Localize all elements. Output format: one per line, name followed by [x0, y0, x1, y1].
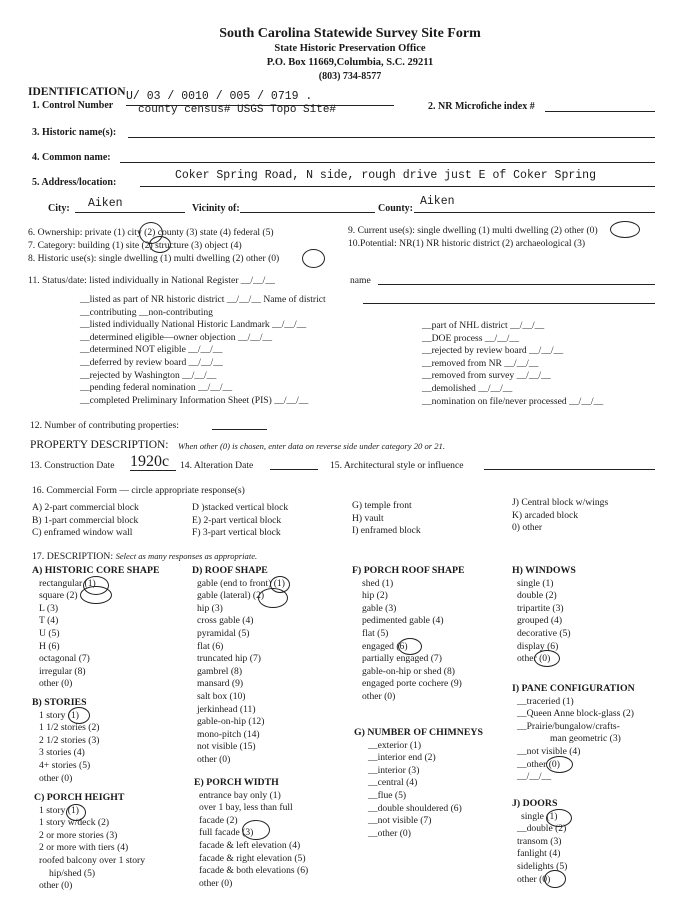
core-option[interactable]: T (4) [39, 615, 59, 627]
porch-width-option[interactable]: full facade (3) [199, 827, 254, 839]
porch-roof-shape-title: F) PORCH ROOF SHAPE [352, 565, 465, 576]
alteration-date-label: 14. Alteration Date [180, 460, 254, 471]
chimneys-group [354, 727, 483, 840]
porch-width-option[interactable]: facade & both elevations (6) [199, 865, 309, 877]
status-option[interactable]: __pending federal nomination __/__/__ [80, 382, 233, 394]
status-option[interactable]: __DOE process __/__/__ [422, 332, 519, 344]
windows-title: H) WINDOWS [512, 565, 576, 576]
roof-option[interactable]: salt box (10) [197, 690, 246, 702]
roof-option[interactable]: jerkinhead (11) [197, 703, 256, 715]
window-option[interactable]: other (0) [517, 653, 551, 665]
form-title: South Carolina Statewide Survey Site Form [219, 26, 481, 41]
stories-option[interactable]: 1 story (1) [39, 709, 79, 721]
door-option[interactable]: single (1) [521, 810, 558, 822]
commercial-column [512, 497, 608, 535]
window-option[interactable]: tripartite (3) [517, 602, 564, 614]
handwritten-circle-icon [302, 249, 325, 268]
handwritten-circle-icon [80, 586, 112, 604]
construction-date-value[interactable]: 1920c [130, 453, 170, 470]
porch-width-option[interactable]: facade (2) [199, 814, 238, 826]
roof-option[interactable]: gable (lateral) (2) [197, 590, 265, 602]
stories-option[interactable]: 1 1/2 stories (2) [39, 722, 100, 734]
status-option[interactable]: __deferred by review board __/__/__ [80, 356, 223, 368]
handwritten-circle-icon [258, 588, 288, 608]
roof-option[interactable]: pyramidal (5) [197, 627, 250, 639]
porch-height-option[interactable]: 2 or more with tiers (4) [39, 842, 129, 854]
pane-option[interactable]: __other (0) [517, 758, 560, 770]
chimney-option[interactable]: __other (0) [368, 827, 411, 839]
porch-roof-option[interactable]: engaged porte cochere (9) [362, 678, 462, 690]
status-name-line[interactable] [378, 284, 655, 285]
county-label: County: [378, 203, 414, 214]
chimney-option[interactable]: __flue (5) [368, 789, 407, 801]
vicinity-label: Vicinity of: [192, 203, 240, 214]
common-name-label: 4. Common name: [32, 152, 111, 163]
status-option[interactable]: __determined eligible—owner objection __/__/__ [80, 331, 273, 343]
core-option[interactable]: other (0) [39, 678, 73, 690]
property-description-heading: PROPERTY DESCRIPTION: [30, 439, 169, 451]
stories-group [32, 697, 100, 785]
roof-option[interactable]: mansard (9) [197, 678, 244, 690]
window-option[interactable]: display (6) [517, 640, 559, 652]
pane-option[interactable]: __Queen Anne block-glass (2) [517, 708, 634, 720]
window-option[interactable]: grouped (4) [517, 615, 563, 627]
door-option[interactable]: __double (2) [517, 823, 567, 835]
description-note: Select as many responses as appropriate. [115, 551, 258, 561]
window-option[interactable]: double (2) [517, 590, 557, 602]
identification-heading: IDENTIFICATION [28, 86, 126, 98]
porch-roof-option[interactable]: engaged (6) [362, 640, 408, 652]
construction-date-line [130, 470, 176, 471]
control-number-label: 1. Control Number [32, 100, 114, 111]
status-option[interactable]: __determined NOT eligible __/__/__ [80, 344, 223, 356]
status-option[interactable]: __listed as part of NR historic district __/__/__ Name of district [80, 294, 326, 305]
porch-height-option[interactable]: hip/shed (5) [49, 867, 96, 879]
commercial-option[interactable]: E) 2-part vertical block [192, 514, 282, 526]
status-option[interactable]: __completed Preliminary Information Sheet (PIS) __/__/__ [80, 394, 309, 406]
chimneys-title: G) NUMBER OF CHIMNEYS [354, 727, 483, 738]
pane-option[interactable]: __Prairie/bungalow/crafts- [517, 720, 620, 732]
stories-option[interactable]: 2 1/2 stories (3) [39, 734, 100, 746]
porch-height-option[interactable]: 1 story w/deck (2) [39, 817, 110, 829]
roof-option[interactable]: mono-pitch (14) [197, 728, 260, 740]
status-option[interactable]: __contributing __non-contributing [80, 306, 213, 318]
commercial-column [352, 500, 421, 538]
status-right-list [422, 320, 603, 408]
stories-option[interactable]: 4+ stories (5) [39, 759, 91, 771]
handwritten-circle-icon [66, 804, 86, 821]
status-option[interactable]: __nomination on file/never processed __/__/__ [422, 395, 604, 407]
porch-roof-option[interactable]: shed (1) [362, 577, 394, 589]
status-option[interactable]: __demolished __/__/__ [422, 382, 513, 394]
chimney-option[interactable]: __exterior (1) [368, 739, 422, 751]
handwritten-circle-icon [544, 870, 566, 888]
roof-option[interactable]: truncated hip (7) [197, 653, 261, 665]
doors-title: J) DOORS [512, 798, 558, 809]
commercial-option[interactable]: J) Central block w/wings [512, 497, 609, 508]
stories-option[interactable]: 3 stories (4) [39, 747, 85, 759]
porch-width-option[interactable]: facade & right elevation (5) [199, 852, 306, 864]
porch-width-option[interactable]: facade & left elevation (4) [199, 839, 301, 851]
chimney-option[interactable]: __interior end (2) [368, 752, 436, 764]
commercial-column [192, 502, 288, 540]
roof-option[interactable]: gambrel (8) [197, 665, 243, 677]
stories-title: B) STORIES [32, 697, 87, 708]
control-number-sub: county census# USGS Topo Site# [138, 104, 337, 116]
door-option[interactable]: transom (3) [517, 835, 562, 847]
porch-roof-shape-group [352, 565, 465, 704]
pane-option[interactable]: __traceried (1) [517, 695, 574, 707]
core-option[interactable]: square (2) [39, 590, 78, 602]
porch-roof-option[interactable]: partially engaged (7) [362, 653, 442, 665]
common-name-line[interactable] [120, 162, 655, 163]
core-option[interactable]: irregular (8) [39, 665, 86, 677]
porch-height-option[interactable]: 2 or more stories (3) [39, 829, 118, 841]
door-option[interactable]: fanlight (4) [517, 848, 561, 860]
core-option[interactable]: U (5) [39, 627, 60, 639]
property-description-note: When other (0) is chosen, enter data on reverse side under category 20 or 21. [178, 441, 445, 451]
address-value[interactable]: Coker Spring Road, N side, rough drive just E of Coker Spring [175, 169, 596, 182]
commercial-option[interactable]: H) vault [352, 512, 384, 524]
roof-option[interactable]: other (0) [197, 753, 231, 765]
vicinity-line[interactable] [240, 212, 375, 213]
address-line [140, 186, 655, 187]
roof-option[interactable]: not visible (15) [197, 741, 256, 753]
porch-roof-option[interactable]: gable (3) [362, 602, 397, 614]
status-option[interactable]: __part of NHL district __/__/__ [422, 320, 545, 331]
roof-shape-title: D) ROOF SHAPE [192, 565, 268, 576]
porch-height-option[interactable]: other (0) [39, 880, 73, 892]
ownership-line: 6. Ownership: private (1) city (2) county (3) state (4) federal (5) [28, 227, 274, 238]
roof-option[interactable]: hip (3) [197, 602, 223, 614]
handwritten-circle-icon [398, 638, 422, 655]
handwritten-circle-icon [242, 820, 270, 840]
roof-option[interactable]: gable (end to front) (1) [197, 577, 285, 589]
chimney-option[interactable]: __interior (3) [368, 764, 420, 776]
address-label: 5. Address/location: [32, 177, 117, 188]
commercial-option[interactable]: C) enframed window wall [32, 527, 133, 539]
architectural-style-label: 15. Architectural style or influence [330, 460, 464, 471]
porch-roof-option[interactable]: flat (5) [362, 627, 389, 639]
commercial-option[interactable]: F) 3-part vertical block [192, 527, 281, 539]
chimney-option[interactable]: __not visible (7) [368, 815, 432, 827]
architectural-style-line[interactable] [484, 469, 655, 470]
office-name: State Historic Preservation Office [274, 43, 426, 54]
nr-microfiche-line[interactable] [545, 111, 655, 112]
county-value[interactable]: Aiken [420, 195, 455, 208]
office-phone: (803) 734-8577 [318, 71, 382, 82]
core-option[interactable]: H (6) [39, 640, 60, 652]
core-option[interactable]: rectangular (1) [39, 577, 96, 589]
commercial-form-heading: 16. Commercial Form — circle appropriate response(s) [32, 485, 245, 496]
pane-configuration-title: I) PANE CONFIGURATION [512, 683, 635, 694]
category-line: 7. Category: building (1) site (2) structure (3) object (4) [28, 240, 242, 251]
description-heading-label: 17. DESCRIPTION: [32, 551, 114, 562]
control-number-value[interactable]: U/ 03 / 0010 / 005 / 0719 . [126, 90, 313, 103]
description-heading [32, 551, 257, 562]
historic-names-line[interactable] [128, 137, 655, 138]
porch-roof-option[interactable]: hip (2) [362, 590, 388, 602]
potential-line: 10.Potential: NR(1) NR historic district (2) archaeological (3) [348, 238, 586, 249]
porch-width-option[interactable]: other (0) [199, 877, 233, 889]
construction-date-label: 13. Construction Date [30, 460, 115, 471]
porch-width-title: E) PORCH WIDTH [194, 777, 279, 788]
historic-use-line: 8. Historic use(s): single dwelling (1) multi dwelling (2) other (0) [28, 253, 280, 264]
window-option[interactable]: single (1) [517, 577, 554, 589]
handwritten-circle-icon [149, 236, 171, 253]
commercial-column [32, 502, 139, 540]
porch-roof-option[interactable]: gable-on-hip or shed (8) [362, 665, 455, 677]
pane-option[interactable]: __not visible (4) [517, 745, 581, 757]
status-name-label: name [350, 275, 371, 286]
door-option[interactable]: other (0) [517, 873, 551, 885]
chimney-option[interactable]: __central (4) [368, 777, 418, 789]
pane-configuration-group [512, 683, 635, 784]
district-name-line[interactable] [363, 303, 655, 304]
porch-roof-option[interactable]: other (0) [362, 690, 396, 702]
status-line: 11. Status/date: listed individually in National Register __/__/__ [28, 275, 275, 286]
contributing-properties-label: 12. Number of contributing properties: [30, 420, 179, 431]
status-option[interactable]: __rejected by Washington __/__/__ [80, 369, 217, 381]
door-option[interactable]: sidelights (5) [517, 860, 568, 872]
historic-names-label: 3. Historic name(s): [32, 127, 117, 138]
office-address: P.O. Box 11669,Columbia, S.C. 29211 [266, 57, 434, 68]
porch-height-group [34, 792, 145, 893]
porch-roof-option[interactable]: pedimented gable (4) [362, 615, 444, 627]
handwritten-circle-icon [534, 650, 560, 667]
current-use-line: 9. Current use(s): single dwelling (1) multi dwelling (2) other (0) [348, 225, 598, 236]
city-line [75, 212, 185, 213]
handwritten-circle-icon [68, 707, 90, 724]
chimney-option[interactable]: __double shouldered (6) [368, 802, 462, 814]
status-option[interactable]: __removed from NR __/__/__ [422, 357, 539, 369]
roof-option[interactable]: cross gable (4) [197, 615, 254, 627]
handwritten-circle-icon [546, 756, 573, 773]
status-option[interactable]: __listed individually National Historic Landmark __/__/__ [80, 319, 307, 331]
commercial-option[interactable]: A) 2-part commercial block [32, 502, 139, 513]
handwritten-circle-icon [610, 221, 640, 238]
city-value[interactable]: Aiken [88, 197, 123, 210]
porch-height-title: C) PORCH HEIGHT [34, 792, 125, 803]
status-left-list [80, 294, 326, 407]
commercial-option[interactable]: I) enframed block [352, 525, 421, 537]
window-option[interactable]: decorative (5) [517, 627, 571, 639]
pane-option[interactable]: man geometric (3) [550, 733, 621, 745]
status-option[interactable]: __removed from survey __/__/__ [422, 370, 551, 382]
roof-option[interactable]: flat (6) [197, 640, 224, 652]
city-label: City: [48, 203, 70, 214]
commercial-option[interactable]: D )stacked vertical block [192, 502, 289, 513]
commercial-option[interactable]: K) arcaded block [512, 509, 579, 521]
pane-option[interactable]: __/__/__ [517, 771, 552, 783]
porch-width-option[interactable]: entrance bay only (1) [199, 789, 281, 801]
roof-option[interactable]: gable-on-hip (12) [197, 716, 265, 728]
porch-height-option[interactable]: 1 story (1) [39, 804, 79, 816]
commercial-option[interactable]: G) temple front [352, 500, 412, 511]
contributing-properties-line[interactable] [212, 429, 267, 430]
county-line [414, 212, 655, 213]
commercial-option[interactable]: B) 1-part commercial block [32, 514, 139, 526]
nr-microfiche-label: 2. NR Microfiche index # [428, 101, 535, 112]
historic-core-shape-title: A) HISTORIC CORE SHAPE [32, 565, 160, 576]
porch-width-option[interactable]: over 1 bay, less than full [199, 802, 293, 814]
stories-option[interactable]: other (0) [39, 772, 73, 784]
core-option[interactable]: octagonal (7) [39, 653, 90, 665]
alteration-date-line[interactable] [270, 469, 318, 470]
status-option[interactable]: __rejected by review board __/__/__ [422, 345, 564, 357]
porch-height-option[interactable]: roofed balcony over 1 story [39, 854, 146, 866]
handwritten-circle-icon [546, 809, 572, 827]
commercial-option[interactable]: 0) other [512, 522, 543, 534]
core-option[interactable]: L (3) [39, 602, 59, 614]
